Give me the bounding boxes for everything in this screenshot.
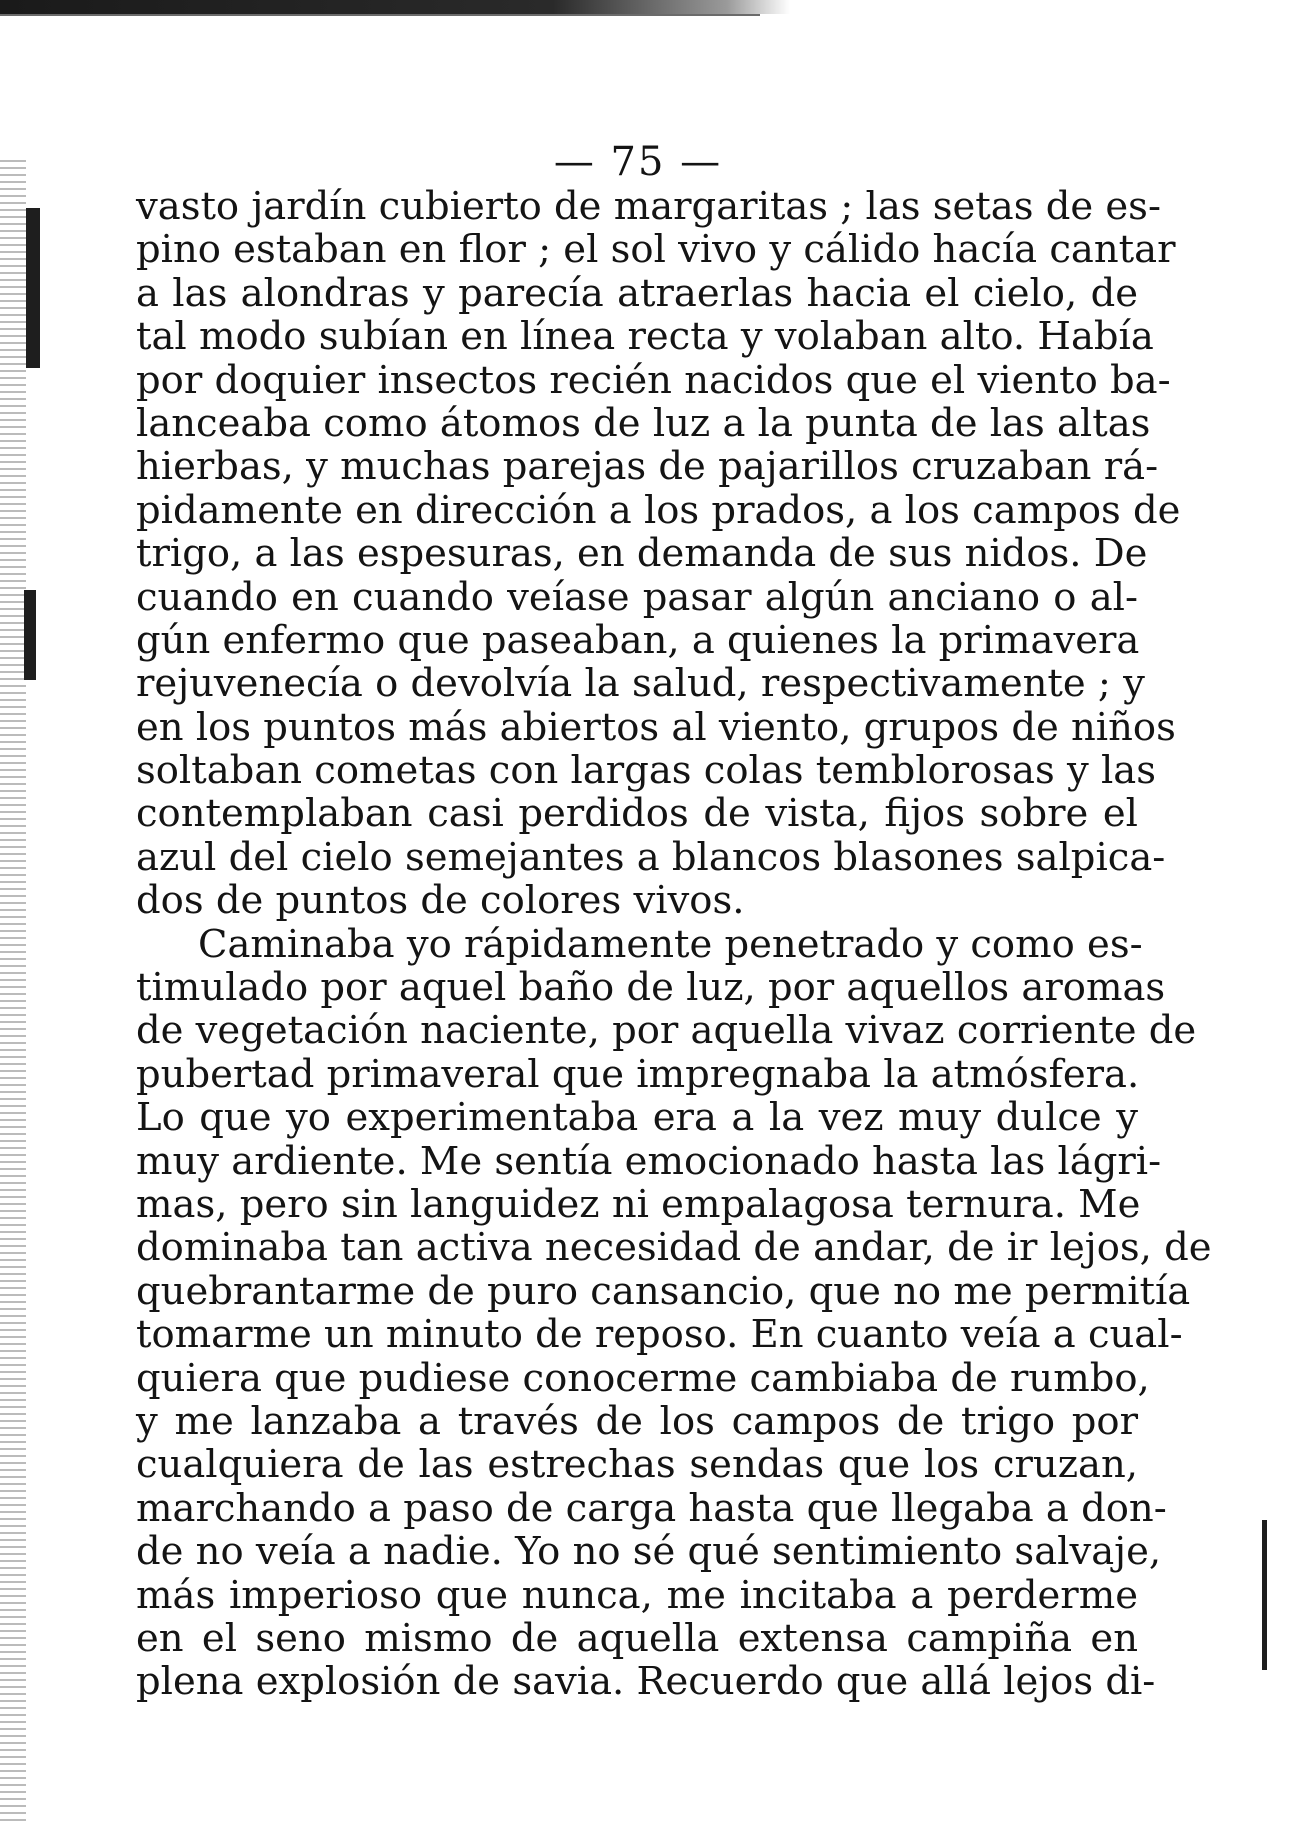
text-line: Caminaba yo rápidamente penetrado y como es- [198, 921, 1143, 967]
text-line: más imperioso que nunca, me incitaba a perderme [136, 1572, 1138, 1618]
left-scan-edge [0, 160, 26, 1826]
text-line: pidamente en dirección a los prados, a los campos de [136, 487, 1181, 533]
text-line: quebrantarme de puro cansancio, que no me permitía [136, 1268, 1191, 1314]
text-line: en el seno mismo de aquella extensa campiña en [136, 1615, 1138, 1661]
text-line: marchando a paso de carga hasta que llegaba a don- [136, 1485, 1167, 1531]
text-line: timulado por aquel baño de luz, por aquellos aromas [136, 965, 1166, 1011]
page-number: — 75 — [553, 139, 723, 185]
text-line: hierbas, y muchas parejas de pajarillos cruzaban rá- [136, 444, 1159, 490]
text-line: vasto jardín cubierto de margaritas ; las setas de es- [136, 184, 1161, 229]
text-line: dos de puntos de colores vivos. [136, 878, 745, 924]
text-line: en los puntos más abiertos al viento, grupos de niños [136, 704, 1176, 750]
body-text [136, 184, 1212, 1705]
text-line: rejuvenecía o devolvía la salud, respectivamente ; y [136, 661, 1145, 707]
text-line: pino estaban en flor ; el sol vivo y cálido hacía cantar [136, 227, 1176, 273]
text-line: cualquiera de las estrechas sendas que los cruzan, [136, 1442, 1138, 1488]
text-line: contemplaban casi perdidos de vista, fijos sobre el [136, 791, 1138, 837]
text-line: lanceaba como átomos de luz a la punta de las altas [136, 400, 1151, 446]
text-line: trigo, a las espesuras, en demanda de sus nidos. De [136, 531, 1148, 577]
text-line: pubertad primaveral que impregnaba la atmósfera. [136, 1051, 1140, 1097]
text-line: soltaban cometas con largas colas temblorosas y las [136, 748, 1157, 794]
paragraph [136, 184, 1181, 924]
text-line: a las alondras y parecía atraerlas hacia el cielo, de [136, 270, 1138, 316]
paragraph [136, 921, 1212, 1705]
text-line: Lo que yo experimentaba era a la vez muy dulce y [136, 1095, 1138, 1141]
text-line: y me lanzaba a través de los campos de trigo por [136, 1398, 1138, 1444]
text-line: azul del cielo semejantes a blancos blasones salpica- [136, 834, 1166, 880]
margin-ink-mark [24, 590, 36, 680]
text-line: tomarme un minuto de reposo. En cuanto veía a cual- [136, 1312, 1183, 1358]
top-scan-rule-thin [0, 14, 760, 16]
text-line: gún enfermo que paseaban, a quienes la primavera [136, 617, 1140, 663]
text-line: por doquier insectos recién nacidos que el viento ba- [136, 357, 1171, 403]
margin-ink-mark [26, 208, 40, 368]
margin-ink-mark [1262, 1520, 1267, 1670]
text-line: mas, pero sin languidez ni empalagosa ternura. Me [136, 1181, 1141, 1227]
text-line: dominaba tan activa necesidad de andar, de ir lejos, de [136, 1225, 1212, 1271]
text-line: tal modo subían en línea recta y volaban alto. Había [136, 314, 1154, 360]
text-line: cuando en cuando veíase pasar algún anciano o al- [136, 574, 1138, 620]
text-line: muy ardiente. Me sentía emocionado hasta las lágri- [136, 1138, 1162, 1184]
text-line: plena explosión de savia. Recuerdo que allá lejos di- [136, 1659, 1156, 1705]
text-line: de no veía a nadie. Yo no sé qué sentimiento salvaje, [136, 1529, 1162, 1575]
text-line: de vegetación naciente, por aquella vivaz corriente de [136, 1008, 1197, 1054]
text-line: quiera que pudiese conocerme cambiaba de rumbo, [136, 1355, 1150, 1401]
top-scan-rule [0, 0, 790, 14]
